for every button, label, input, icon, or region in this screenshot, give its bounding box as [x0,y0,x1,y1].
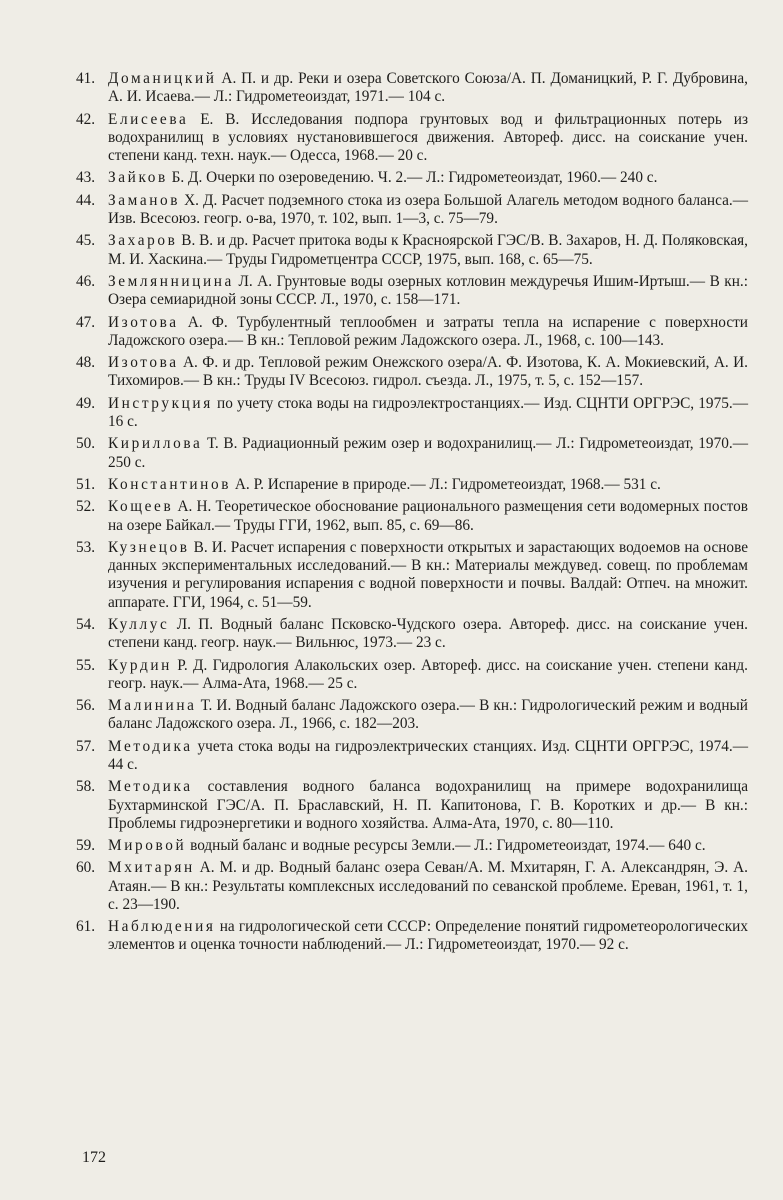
reference-entry [76,354,748,390]
reference-author: Кощеев [108,498,174,516]
reference-entry [76,859,748,914]
reference-text: Л. А. Грунтовые воды озерных котловин междуречья Ишим-Иртыш.— В кн.: Озера семиаридной зоны СССР. Л., 1970, с. 158—171. [108,272,748,309]
reference-text: Т. И. Водный баланс Ладожского озера.— В кн.: Гидрологический режим и водный баланс Ладожского озера. Л., 1966, с. 182—203. [108,697,748,733]
reference-entry [76,778,748,833]
reference-author: Елисеева [108,110,189,128]
reference-author: Захаров [108,232,178,250]
reference-number: 53. [76,538,96,556]
reference-author: Землянницина [108,272,234,290]
reference-entry [76,837,748,855]
reference-entry [76,476,748,494]
reference-number: 59. [76,837,96,855]
reference-text: по учету стока воды на гидроэлектростанциях.— Изд. СЦНТИ ОРГРЭС, 1975.— 16 с. [108,394,748,430]
reference-entry [76,697,748,733]
reference-text: Л. П. Водный баланс Псковско-Чудского озера. Автореф. дисс. на соискание учен. степени канд. геогр. наук.— Вильнюс, 1973.— 23 с. [108,615,748,652]
reference-author: Инструкция [108,394,213,412]
reference-author: Заманов [108,191,181,209]
reference-entry [76,314,748,350]
reference-author: Доманицкий [108,70,217,87]
reference-text: Р. Д. Гидрология Алакольских озер. Автореф. дисс. на соискание учен. степени канд. геогр. наук.— Алма-Ата, 1968.— 25 с. [108,656,748,692]
reference-number: 45. [76,232,96,250]
reference-author: Мировой [108,837,187,855]
reference-number: 61. [76,918,96,936]
reference-entry [76,192,748,228]
reference-number: 49. [76,394,96,412]
reference-text: Б. Д. Очерки по озероведению. Ч. 2.— Л.: Гидрометеоиздат, 1960.— 240 с. [167,169,658,187]
reference-text: учета стока воды на гидроэлектрических станциях. Изд. СЦНТИ ОРГРЭС, 1974.— 44 с. [108,737,748,773]
reference-entry [76,918,748,954]
reference-entry [76,169,748,187]
reference-text: А. Н. Теоретическое обоснование рационального размещения сети водомерных постов на озере Байкал.— Труды ГГИ, 1962, вып. 85, с. 69—86. [108,498,748,534]
reference-entry [76,395,748,431]
reference-entry [76,616,748,652]
reference-number: 42. [76,110,96,128]
reference-author: Кузнецов [108,538,190,556]
reference-text: водный баланс и водные ресурсы Земли.— Л.: Гидрометеоиздат, 1974.— 640 с. [186,837,706,855]
reference-number: 56. [76,697,96,715]
reference-author: Зайков [108,169,168,187]
reference-number: 60. [76,859,96,877]
reference-entry [76,539,748,612]
reference-entry [76,111,748,166]
reference-entry [76,738,748,774]
reference-author: Наблюдения [108,918,216,936]
reference-number: 58. [76,778,96,796]
reference-text: В. И. Расчет испарения с поверхности открытых и зарастающих водоемов на основе данных экспериментальных исследований.— В кн.: Материалы междувед. совещ. по проблемам изучения и регулирования испарения с водной поверхности и почвы. Валдай: Отпеч. на множит. аппарате. ГГИ, 1964, с. 51—59. [108,538,748,611]
reference-text: А. М. и др. Водный баланс озера Севан/А. М. Мхитарян, Г. А. Александрян, Э. А. Атаян.— В кн.: Результаты комплексных исследований по севанской проблеме. Ереван, 1961, т. 1, с. 23—190. [108,859,748,913]
reference-entry [76,498,748,534]
reference-number: 51. [76,475,96,493]
reference-author: Мхитарян [108,859,195,877]
reference-text: В. В. и др. Расчет притока воды к Красноярской ГЭС/В. В. Захаров, Н. Д. Поляковская, М. И. Хаскина.— Труды Гидрометцентра СССР, 1975, вып. 168, с. 65—75. [108,232,748,268]
reference-number: 52. [76,498,96,516]
reference-entry [76,657,748,693]
reference-number: 44. [76,191,96,209]
reference-entry [76,435,748,471]
reference-author: Куллус [108,615,170,633]
reference-text: на гидрологической сети СССР: Определение понятий гидрометеорологических элементов и оценка точности наблюдений.— Л.: Гидрометеоиздат, 1970.— 92 с. [108,918,748,954]
reference-text: А. Ф. Турбулентный теплообмен и затраты тепла на испарение с поверхности Ладожского озера.— В кн.: Тепловой режим Ладожского озера. Л., 1968, с. 100—143. [108,313,748,349]
reference-number: 48. [76,354,96,372]
reference-list [76,70,748,959]
reference-entry [76,273,748,309]
reference-text: А. Ф. и др. Тепловой режим Онежского озера/А. Ф. Изотова, К. А. Мокиевский, А. И. Тихомиров.— В кн.: Труды IV Всесоюз. гидрол. съезда. Л., 1975, т. 5, с. 152—157. [108,354,748,390]
reference-entry [76,70,748,106]
reference-text: составления водного баланса водохранилищ на примере водохранилища Бухтарминской ГЭС/А. П. Браславский, Н. П. Капитонова, Г. В. Коротких и др.— В кн.: Проблемы гидроэнергетики и водного хозяйства. Алма-Ата, 1970, с. 80—110. [108,778,748,832]
reference-number: 41. [76,70,96,87]
reference-entry [76,232,748,268]
reference-number: 55. [76,656,96,674]
reference-number: 50. [76,435,96,453]
reference-author: Изотова [108,313,179,331]
reference-number: 57. [76,737,96,755]
reference-number: 47. [76,313,96,331]
reference-author: Курдин [108,656,172,674]
reference-author: Изотова [108,354,179,372]
reference-text: Т. В. Радиационный режим озер и водохранилищ.— Л.: Гидрометеоиздат, 1970.— 250 с. [108,435,748,471]
reference-author: Методика [108,737,193,755]
reference-author: Кириллова [108,435,203,453]
reference-text: Е. В. Исследования подпора грунтовых вод и фильтрационных потерь из водохранилищ в условиях нустановившегося движения. Автореф. дисс. на соискание учен. степени канд. техн. наук.— Одесса, 1968.— 20 с. [108,110,748,164]
reference-author: Константинов [108,475,232,493]
reference-text: Х. Д. Расчет подземного стока из озера Большой Алагель методом водного баланса.— Изв. Всесоюз. геогр. о-ва, 1970, т. 102, вып. 1—3, с. 75—79. [108,191,748,227]
page-number: 172 [82,1149,106,1166]
reference-number: 46. [76,272,96,290]
reference-text: А. П. и др. Реки и озера Советского Союза/А. П. Доманицкий, Р. Г. Дубровина, А. И. Исаева.— Л.: Гидрометеоиздат, 1971.— 104 с. [108,70,748,106]
reference-number: 43. [76,169,96,187]
reference-text: А. Р. Испарение в природе.— Л.: Гидрометеоиздат, 1968.— 531 с. [231,475,661,493]
reference-author: Малинина [108,697,197,715]
reference-author: Методика [108,778,193,796]
reference-number: 54. [76,615,96,633]
